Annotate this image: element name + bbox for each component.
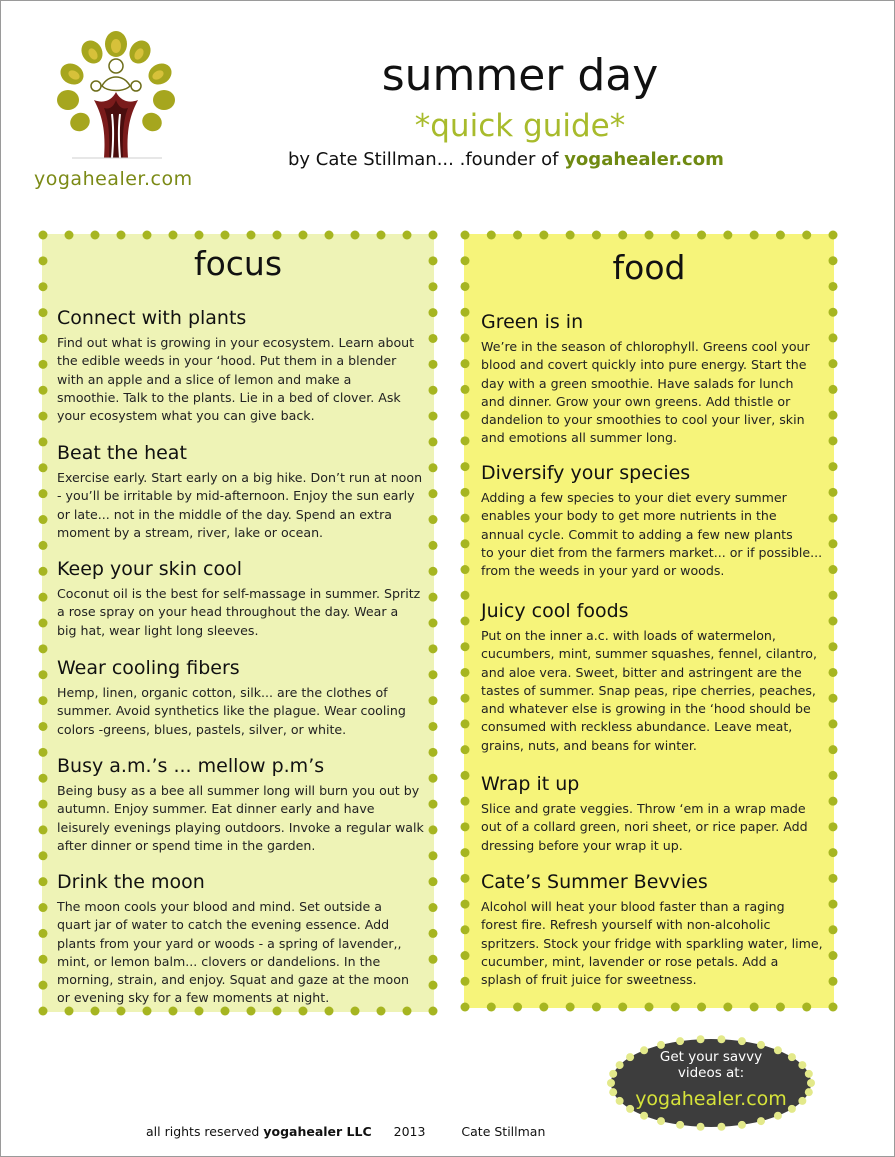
focus-section xyxy=(57,441,422,542)
focus-section xyxy=(57,656,406,739)
border-dot xyxy=(65,231,74,240)
border-dot xyxy=(429,619,438,628)
border-dot xyxy=(39,437,48,446)
border-dot xyxy=(169,1007,178,1016)
border-dot xyxy=(697,231,706,240)
body-line: mint, or lemon balm... clovers or dandelions. In the xyxy=(57,953,381,969)
border-dot xyxy=(39,774,48,783)
tree-logo xyxy=(52,30,182,165)
border-dot xyxy=(461,1003,470,1012)
border-dot xyxy=(221,1007,230,1016)
page-title: summer day xyxy=(381,50,659,101)
badge-rim-dot xyxy=(757,1041,765,1049)
page-subtitle: *quick guide* xyxy=(414,108,626,144)
body-line: cucumbers, mint, summer squashes, fennel, cilantro, xyxy=(481,646,817,662)
border-dot xyxy=(39,334,48,343)
badge-rim-dot xyxy=(757,1117,765,1125)
footer-brand: yogahealer LLC xyxy=(263,1124,372,1139)
body-line: smoothie. Talk to the plants. Lie in a bed of clover. Ask xyxy=(57,389,401,405)
border-dot xyxy=(461,719,470,728)
section-body xyxy=(57,782,424,855)
body-line: - you’ll be irritable by mid-afternoon. Enjoy the sun early xyxy=(57,488,415,504)
border-dot xyxy=(39,825,48,834)
section-body xyxy=(481,489,822,580)
border-dot xyxy=(802,1003,811,1012)
border-dot xyxy=(299,1007,308,1016)
border-dot xyxy=(351,1007,360,1016)
border-dot xyxy=(117,1007,126,1016)
border-dot xyxy=(429,567,438,576)
byline-brand-link[interactable]: yogahealer.com xyxy=(564,149,724,170)
border-dot xyxy=(377,231,386,240)
border-dot xyxy=(39,463,48,472)
body-line: blood and covert quickly into pure energy. Start the xyxy=(481,357,807,373)
border-dot xyxy=(351,231,360,240)
focus-section xyxy=(57,557,420,640)
border-dot xyxy=(429,412,438,421)
border-dot xyxy=(429,437,438,446)
body-line: and aloe vera. Sweet, bitter and astringent are the xyxy=(481,664,802,680)
border-dot xyxy=(403,1007,412,1016)
border-dot xyxy=(429,903,438,912)
border-dot xyxy=(39,748,48,757)
border-dot xyxy=(829,333,838,342)
border-dot xyxy=(829,359,838,368)
food-section xyxy=(481,599,817,755)
section-title: Drink the moon xyxy=(57,871,205,893)
body-line: Coconut oil is the best for self-massage in summer. Spritz xyxy=(57,586,421,601)
border-dot xyxy=(829,488,838,497)
border-dot xyxy=(39,360,48,369)
border-dot xyxy=(461,925,470,934)
badge-rim-dot xyxy=(657,1117,665,1125)
border-dot xyxy=(429,877,438,886)
border-dot xyxy=(39,670,48,679)
border-dot xyxy=(39,929,48,938)
border-dot xyxy=(39,619,48,628)
border-dot xyxy=(671,231,680,240)
body-line: a rose spray on your head throughout the day. Wear a xyxy=(57,604,399,620)
border-dot xyxy=(461,642,470,651)
body-line: day with a green smoothie. Have salads for lunch xyxy=(481,375,794,391)
border-dot xyxy=(829,411,838,420)
border-dot xyxy=(829,822,838,831)
section-title: Wrap it up xyxy=(481,773,580,795)
border-dot xyxy=(39,722,48,731)
border-dot xyxy=(461,565,470,574)
body-line: plants from your yard or woods - a spring of lavender,, xyxy=(57,935,402,951)
border-dot xyxy=(829,925,838,934)
badge-text-line: Get your savvy xyxy=(659,1049,763,1065)
border-dot xyxy=(829,617,838,626)
border-dot xyxy=(829,385,838,394)
body-line: tastes of summer. Snap peas, ripe cherries, peaches, xyxy=(481,682,816,698)
border-dot xyxy=(461,385,470,394)
border-dot xyxy=(618,231,627,240)
border-dot xyxy=(461,694,470,703)
body-line: Hemp, linen, organic cotton, silk... are the clothes of xyxy=(57,685,388,700)
border-dot xyxy=(429,981,438,990)
footer xyxy=(146,1124,545,1140)
body-line: Being busy as a bee all summer long will burn you out by xyxy=(57,783,420,798)
border-dot xyxy=(723,1003,732,1012)
body-line: and dinner. Grow your own greens. Add thistle or xyxy=(481,393,791,409)
body-line: Slice and grate veggies. Throw ‘em in a wrap made xyxy=(481,801,806,816)
section-body xyxy=(481,338,810,448)
border-dot xyxy=(750,1003,759,1012)
body-line: morning, strain, and enjoy. Squat and gaze at the moon xyxy=(57,972,409,988)
border-dot xyxy=(429,593,438,602)
border-dot xyxy=(461,900,470,909)
body-line: Alcohol will heat your blood faster than a raging xyxy=(481,899,785,914)
border-dot xyxy=(91,1007,100,1016)
border-dot xyxy=(461,745,470,754)
badge-rim-dot xyxy=(697,1035,705,1043)
border-dot xyxy=(461,617,470,626)
border-dot xyxy=(169,231,178,240)
border-dot xyxy=(829,797,838,806)
border-dot xyxy=(39,541,48,550)
border-dot xyxy=(776,1003,785,1012)
border-dot xyxy=(461,977,470,986)
border-dot xyxy=(829,719,838,728)
body-line: Exercise early. Start early on a big hike. Don’t run at noon xyxy=(57,470,423,485)
body-line: leisurely evenings playing outdoors. Invoke a regular walk xyxy=(57,819,424,835)
body-line: autumn. Enjoy summer. Eat dinner early and have xyxy=(57,801,375,817)
border-dot xyxy=(645,231,654,240)
section-body xyxy=(481,898,823,989)
border-dot xyxy=(829,565,838,574)
border-dot xyxy=(461,591,470,600)
section-body xyxy=(57,334,414,425)
section-body xyxy=(57,898,409,1008)
border-dot xyxy=(39,231,48,240)
badge-rim-dot xyxy=(717,1123,725,1131)
border-dot xyxy=(429,800,438,809)
border-dot xyxy=(429,463,438,472)
border-dot xyxy=(461,668,470,677)
border-dot xyxy=(39,903,48,912)
border-dot xyxy=(487,231,496,240)
border-dot xyxy=(829,591,838,600)
border-dot xyxy=(697,1003,706,1012)
body-line: enables your body to get more nutrients in the xyxy=(481,508,777,524)
section-title: Busy a.m.’s ... mellow p.m’s xyxy=(57,755,325,777)
border-dot xyxy=(65,1007,74,1016)
section-title: Keep your skin cool xyxy=(57,558,242,580)
border-dot xyxy=(143,1007,152,1016)
body-line: after dinner or spend time in the garden. xyxy=(57,837,316,853)
byline xyxy=(288,148,768,172)
border-dot xyxy=(645,1003,654,1012)
border-dot xyxy=(403,231,412,240)
border-dot xyxy=(618,1003,627,1012)
border-dot xyxy=(461,308,470,317)
border-dot xyxy=(461,231,470,240)
badge-link[interactable]: yogahealer.com xyxy=(635,1088,787,1110)
footer-author: Cate Stillman xyxy=(461,1124,546,1139)
body-line: out of a collard green, nori sheet, or rice paper. Add xyxy=(481,819,808,835)
border-dot xyxy=(91,231,100,240)
body-line: grains, nuts, and beans for winter. xyxy=(481,737,697,753)
border-dot xyxy=(325,231,334,240)
logo-text: yogahealer.com xyxy=(34,168,193,190)
section-body xyxy=(481,800,808,855)
food-heading: food xyxy=(612,248,686,287)
border-dot xyxy=(829,694,838,703)
border-dot xyxy=(429,670,438,679)
border-dot xyxy=(461,771,470,780)
food-section xyxy=(481,461,822,580)
section-title: Juicy cool foods xyxy=(481,600,629,622)
border-dot xyxy=(461,874,470,883)
border-dot xyxy=(39,593,48,602)
section-title: Cate’s Summer Bevvies xyxy=(481,871,708,893)
border-dot xyxy=(461,539,470,548)
border-dot xyxy=(429,334,438,343)
border-dot xyxy=(461,462,470,471)
border-dot xyxy=(829,771,838,780)
section-title: Diversify your species xyxy=(481,462,691,484)
body-line: or late... not in the middle of the day. Spend an extra xyxy=(57,506,393,522)
border-dot xyxy=(829,436,838,445)
footer-rights: all rights reserved xyxy=(146,1124,260,1139)
food-section xyxy=(481,870,823,989)
border-dot xyxy=(461,436,470,445)
body-line: spritzers. Stock your fridge with sparkling water, lime, xyxy=(481,935,823,951)
border-dot xyxy=(723,231,732,240)
border-dot xyxy=(750,231,759,240)
body-line: or evening sky for a few moments at night. xyxy=(57,990,330,1006)
border-dot xyxy=(461,333,470,342)
footer-year: 2013 xyxy=(393,1124,426,1139)
body-line: and emotions all summer long. xyxy=(481,430,678,446)
body-line: quart jar of water to catch the evening essence. Add xyxy=(57,917,390,933)
border-dot xyxy=(461,848,470,857)
border-dot xyxy=(461,822,470,831)
body-line: colors -greens, blues, pastels, silver, or white. xyxy=(57,721,347,737)
border-dot xyxy=(829,514,838,523)
border-dot xyxy=(39,644,48,653)
badge-rim-dot xyxy=(738,1037,746,1045)
section-title: Wear cooling fibers xyxy=(57,657,240,679)
border-dot xyxy=(429,748,438,757)
border-dot xyxy=(513,231,522,240)
border-dot xyxy=(273,1007,282,1016)
focus-section xyxy=(57,306,414,425)
border-dot xyxy=(195,231,204,240)
border-dot xyxy=(39,412,48,421)
border-dot xyxy=(429,722,438,731)
border-dot xyxy=(829,874,838,883)
body-line: the edible weeds in your ‘hood. Put them in a blender xyxy=(57,353,397,369)
badge-rim-dot xyxy=(774,1112,782,1120)
border-dot xyxy=(429,1007,438,1016)
section-title: Green is in xyxy=(481,311,584,333)
border-dot xyxy=(39,981,48,990)
border-dot xyxy=(273,231,282,240)
border-dot xyxy=(429,644,438,653)
border-dot xyxy=(39,800,48,809)
border-dot xyxy=(429,825,438,834)
border-dot xyxy=(829,539,838,548)
border-dot xyxy=(429,360,438,369)
body-line: Find out what is growing in your ecosystem. Learn about xyxy=(57,335,415,350)
body-line: Adding a few species to your diet every summer xyxy=(481,490,787,505)
section-body xyxy=(57,469,422,542)
body-line: forest fire. Refresh yourself with non-alcoholic xyxy=(481,917,771,933)
border-dot xyxy=(829,977,838,986)
border-dot xyxy=(592,231,601,240)
border-dot xyxy=(566,231,575,240)
border-dot xyxy=(461,359,470,368)
body-line: big hat, wear light long sleeves. xyxy=(57,622,259,638)
border-dot xyxy=(829,1003,838,1012)
body-line: The moon cools your blood and mind. Set outside a xyxy=(57,899,382,914)
border-dot xyxy=(461,411,470,420)
border-dot xyxy=(539,1003,548,1012)
border-dot xyxy=(39,567,48,576)
border-dot xyxy=(429,308,438,317)
badge-rim-dot xyxy=(697,1123,705,1131)
border-dot xyxy=(671,1003,680,1012)
body-line: consumed with reckless abundance. Leave meat, xyxy=(481,719,793,735)
border-dot xyxy=(429,696,438,705)
badge-oval xyxy=(604,1033,818,1133)
body-line: dressing before your wrap it up. xyxy=(481,837,683,853)
border-dot xyxy=(461,951,470,960)
border-dot xyxy=(802,231,811,240)
border-dot xyxy=(487,1003,496,1012)
border-dot xyxy=(247,1007,256,1016)
border-dot xyxy=(592,1003,601,1012)
border-dot xyxy=(829,848,838,857)
body-line: Put on the inner a.c. with loads of watermelon, xyxy=(481,628,776,643)
border-dot xyxy=(325,1007,334,1016)
badge-rim-dot xyxy=(738,1121,746,1129)
border-dot xyxy=(829,745,838,754)
videos-badge[interactable] xyxy=(604,1033,818,1133)
border-dot xyxy=(39,515,48,524)
border-dot xyxy=(39,955,48,964)
border-dot xyxy=(776,231,785,240)
section-body xyxy=(57,585,420,640)
section-body xyxy=(481,627,817,755)
badge-rim-dot xyxy=(717,1035,725,1043)
badge-rim-dot xyxy=(657,1041,665,1049)
badge-text-line: videos at: xyxy=(677,1065,745,1081)
body-line: with an apple and a slice of lemon and make a xyxy=(57,371,352,387)
border-dot xyxy=(117,231,126,240)
border-dot xyxy=(461,514,470,523)
border-dot xyxy=(39,308,48,317)
body-line: moment by a stream, river, lake or ocean. xyxy=(57,524,324,540)
body-line: from the weeds in your yard or woods. xyxy=(481,563,725,579)
body-line: We’re in the season of chlorophyll. Greens cool your xyxy=(481,339,810,354)
focus-section xyxy=(57,754,424,855)
border-dot xyxy=(829,900,838,909)
border-dot xyxy=(829,642,838,651)
border-dot xyxy=(221,231,230,240)
border-dot xyxy=(429,386,438,395)
border-dot xyxy=(829,951,838,960)
border-dot xyxy=(461,797,470,806)
border-dot xyxy=(429,231,438,240)
border-dot xyxy=(829,231,838,240)
body-line: summer. Avoid synthetics like the plague. Wear cooling xyxy=(57,703,406,719)
food-section xyxy=(481,310,810,448)
body-line: annual cycle. Commit to adding a few new plants xyxy=(481,526,793,542)
border-dot xyxy=(829,668,838,677)
focus-section xyxy=(57,870,409,1008)
border-dot xyxy=(429,774,438,783)
border-dot xyxy=(39,696,48,705)
border-dot xyxy=(429,541,438,550)
body-line: and whatever else is growing in the ‘hood should be xyxy=(481,701,811,717)
border-dot xyxy=(829,462,838,471)
section-title: Connect with plants xyxy=(57,307,247,329)
border-dot xyxy=(429,851,438,860)
badge-rim-dot xyxy=(676,1037,684,1045)
border-dot xyxy=(299,231,308,240)
body-line: cucumber, mint, lavender or rose petals. Add a xyxy=(481,953,779,969)
body-line: to your diet from the farmers market... or if possible... xyxy=(481,544,823,560)
byline-prefix: by Cate Stillman... .founder of xyxy=(288,149,559,170)
food-section xyxy=(481,772,808,855)
border-dot xyxy=(39,489,48,498)
badge-rim-dot xyxy=(640,1112,648,1120)
section-body xyxy=(57,684,406,739)
focus-heading: focus xyxy=(193,244,283,283)
border-dot xyxy=(377,1007,386,1016)
badge-rim-dot xyxy=(676,1121,684,1129)
border-dot xyxy=(429,955,438,964)
section-title: Beat the heat xyxy=(57,442,187,464)
body-line: your ecosystem what you can give back. xyxy=(57,408,315,424)
border-dot xyxy=(461,488,470,497)
border-dot xyxy=(429,929,438,938)
body-line: dandelion to your smoothies to cool your liver, skin xyxy=(481,412,805,428)
border-dot xyxy=(39,1007,48,1016)
border-dot xyxy=(195,1007,204,1016)
border-dot xyxy=(39,386,48,395)
border-dot xyxy=(39,851,48,860)
border-dot xyxy=(829,308,838,317)
border-dot xyxy=(513,1003,522,1012)
border-dot xyxy=(566,1003,575,1012)
border-dot xyxy=(429,515,438,524)
border-dot xyxy=(143,231,152,240)
border-dot xyxy=(39,877,48,886)
border-dot xyxy=(247,231,256,240)
border-dot xyxy=(429,489,438,498)
body-line: splash of fruit juice for sweetness. xyxy=(481,972,697,988)
border-dot xyxy=(539,231,548,240)
